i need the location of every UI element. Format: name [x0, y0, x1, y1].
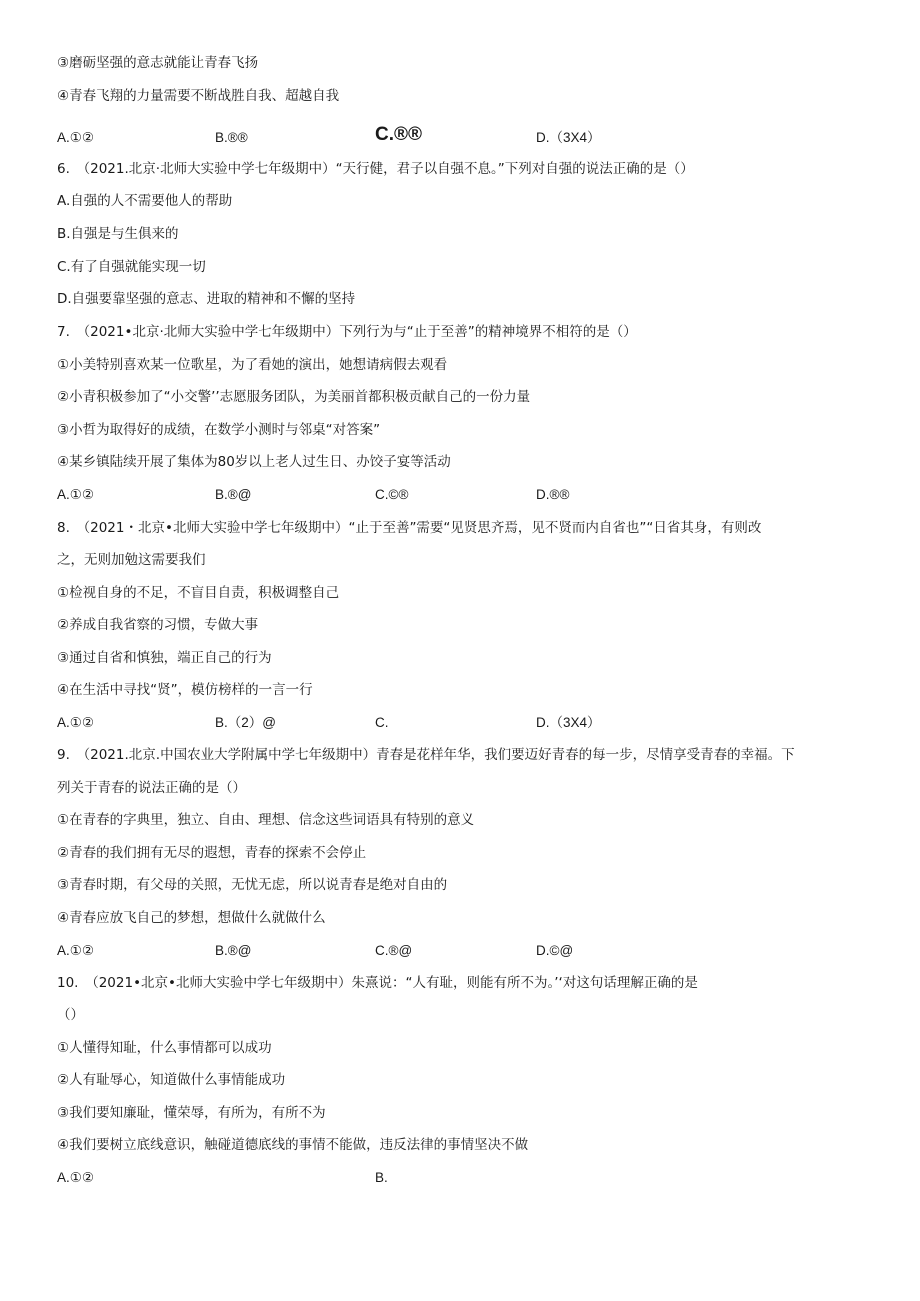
q5-option-a[interactable]: A.①②	[57, 130, 94, 145]
q5-option-b[interactable]: B.®®	[215, 130, 248, 145]
q5-options	[57, 124, 877, 149]
q6-choice-a[interactable]: A.自强的人不需要他人的帮助	[57, 193, 233, 209]
q10-option-a[interactable]: A.①②	[57, 1170, 94, 1185]
q7-option-d[interactable]: D.®®	[536, 487, 570, 502]
q8-option-c[interactable]: C.	[375, 715, 389, 730]
q8-options	[57, 712, 877, 734]
q7-option-a[interactable]: A.①②	[57, 487, 94, 502]
q9-option-b[interactable]: B.®@	[215, 943, 252, 958]
q8-option-b[interactable]: B.（2）@	[215, 715, 276, 730]
q9-stem-line-1: 9. （2021.北京.中国农业大学附属中学七年级期中）青春是花样年华，我们要迈好青春的每一步，尽情享受青春的幸福。下	[57, 747, 795, 763]
q8-item-1: ①检视自身的不足，不盲目自责，积极调整自己	[57, 585, 340, 601]
q7-option-c[interactable]: C.©®	[375, 487, 409, 502]
q7-item-4: ④某乡镇陆续开展了集体为80岁以上老人过生日、办饺子宴等活动	[57, 454, 451, 470]
q8-stem-line-1: 8. （2021・北京•北师大实验中学七年级期中）“止于至善”需要“见贤思齐焉，见不贤而内自省也”“日省其身，有则改	[57, 520, 762, 536]
q8-option-d[interactable]: D.（3X4）	[536, 715, 601, 730]
q6-choice-b[interactable]: B.自强是与生俱来的	[57, 226, 179, 242]
q5-item-4: ④青春飞翔的力量需要不断战胜自我、超越自我	[57, 88, 340, 104]
q10-stem-line-2: （）	[57, 1007, 84, 1023]
q7-options	[57, 484, 877, 506]
q7-item-1: ①小美特别喜欢某一位歌星，为了看她的演出，她想请病假去观看	[57, 357, 448, 373]
q8-stem-line-2: 之，无则加勉这需要我们	[57, 552, 206, 568]
q6-choice-c[interactable]: C.有了自强就能实现一切	[57, 259, 206, 275]
q9-option-a[interactable]: A.①②	[57, 943, 94, 958]
q10-options	[57, 1167, 877, 1189]
q9-item-1: ①在青春的字典里，独立、自由、理想、信念这些词语具有特别的意义	[57, 812, 475, 828]
q9-option-c[interactable]: C.®@	[375, 943, 413, 958]
q5-option-c[interactable]: C.®®	[375, 124, 422, 145]
q9-item-4: ④青春应放飞自己的梦想，想做什么就做什么	[57, 910, 326, 926]
q10-item-1: ①人懂得知耻，什么事情都可以成功	[57, 1040, 272, 1056]
q10-item-3: ③我们要知廉耻，懂荣辱，有所为，有所不为	[57, 1105, 326, 1121]
q8-item-2: ②养成自我省察的习惯，专做大事	[57, 617, 259, 633]
q10-item-4: ④我们要树立底线意识，触碰道德底线的事情不能做，违反法律的事情坚决不做	[57, 1137, 529, 1153]
q5-option-d[interactable]: D.（3X4）	[536, 130, 601, 145]
q7-item-3: ③小哲为取得好的成绩，在数学小测时与邻桌“对答案”	[57, 422, 381, 438]
q9-item-3: ③青春时期，有父母的关照，无忧无虑，所以说青春是绝对自由的	[57, 877, 448, 893]
q7-item-2: ②小青积极参加了“小交警’’志愿服务团队，为美丽首都积极贡献自己的一份力量	[57, 389, 531, 405]
q9-item-2: ②青春的我们拥有无尽的遐想，青春的探索不会停止	[57, 845, 367, 861]
q9-stem-line-2: 列关于青春的说法正确的是（）	[57, 780, 246, 796]
q8-item-4: ④在生活中寻找“贤”，模仿榜样的一言一行	[57, 682, 313, 698]
q6-choice-d[interactable]: D.自强要靠坚强的意志、进取的精神和不懈的坚持	[57, 291, 356, 307]
q9-option-d[interactable]: D.©@	[536, 943, 574, 958]
q7-stem: 7. （2021•北京·北师大实验中学七年级期中）下列行为与“止于至善”的精神境界不相符的是（）	[57, 324, 637, 340]
q7-option-b[interactable]: B.®@	[215, 487, 252, 502]
q10-option-b[interactable]: B.	[375, 1170, 388, 1185]
q6-stem: 6. （2021.北京·北师大实验中学七年级期中）“天行健，君子以自强不息。”下列对自强的说法正确的是（）	[57, 161, 694, 177]
q10-stem-line-1: 10. （2021•北京•北师大实验中学七年级期中）朱熹说：“人有耻，则能有所不为。’‘对这句话理解正确的是	[57, 975, 698, 991]
q10-item-2: ②人有耻辱心，知道做什么事情能成功	[57, 1072, 286, 1088]
q8-item-3: ③通过自省和慎独，端正自己的行为	[57, 650, 272, 666]
q8-option-a[interactable]: A.①②	[57, 715, 94, 730]
q5-item-3: ③磨砺坚强的意志就能让青春飞扬	[57, 55, 259, 71]
q9-options	[57, 940, 877, 962]
